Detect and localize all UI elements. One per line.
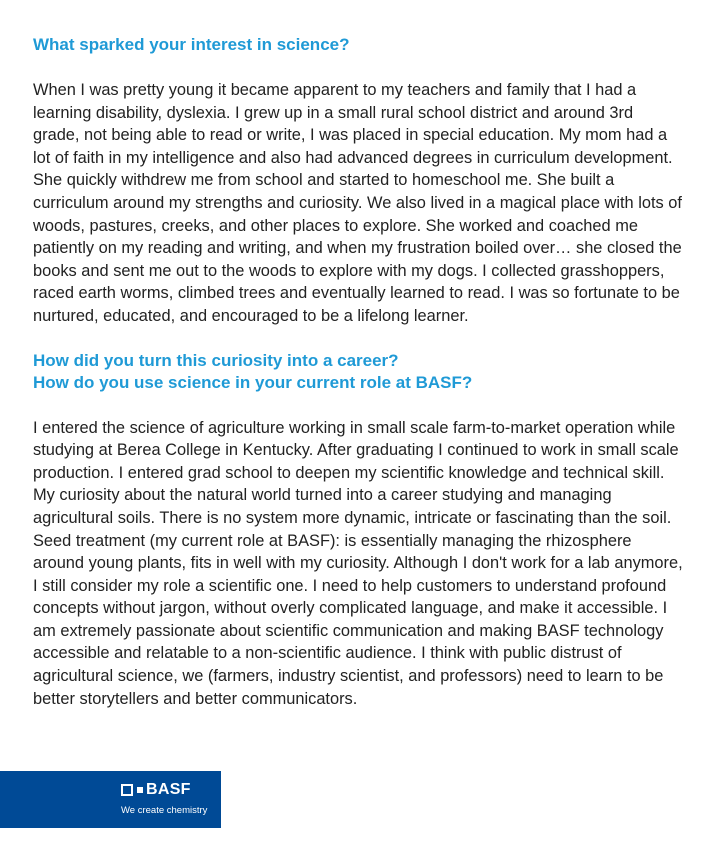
question-heading-line-2: How do you use science in your current role at BASF?	[33, 372, 473, 392]
question-heading-line-1: How did you turn this curiosity into a career?	[33, 350, 399, 370]
basf-square-icon	[121, 784, 133, 796]
article-body	[33, 34, 683, 710]
basf-logo-text: BASF	[146, 781, 191, 798]
basf-logo	[121, 782, 191, 798]
question-heading: What sparked your interest in science?	[33, 35, 350, 54]
answer-paragraph: When I was pretty young it became apparent to my teachers and family that I had a learning disability, dyslexia. I grew up in a small rural school district and around 3rd grade, not being able to read or write, I was placed in special education. My mom had a lot of faith in my intelligence and also had advanced degrees in curriculum development. She quickly withdrew me from school and started to homeschool me. She built a curriculum around my strengths and curiosity. We also lived in a magical place with lots of woods, pastures, creeks, and other places to explore. She worked and coached me patiently on my reading and writing, and when my frustration boiled over… she closed the books and sent me out to the woods to explore with my dogs. I collected grasshoppers, raced earth worms, climbed trees and eventually learned to read. I was so fortunate to be nurtured, educated, and encouraged to be a lifelong learner.	[33, 81, 682, 325]
tagline: We create chemistry	[121, 805, 208, 816]
answer-paragraph: I entered the science of agriculture working in small scale farm-to-market operation while studying at Berea College in Kentucky. After graduating I continued to work in small scale production. I entered grad school to deepen my scientific knowledge and technical skill. My curiosity about the natural world turned into a career studying and managing agricultural soils. There is no system more dynamic, intricate or fascinating than the soil. Seed treatment (my current role at BASF): is essentially managing the rhizosphere around young plants, fits in well with my curiosity. Although I don't work for a lab anymore, I still consider my role a scientific one. I need to help customers to understand profound concepts without jargon, without overly complicated language, and make it accessible. I am extremely passionate about scientific communication and making BASF technology accessible and relatable to a non-scientific audience. I think with public distrust of agricultural science, we (farmers, industry scientist, and professors) need to learn to be better storytellers and better communicators.	[33, 418, 683, 708]
basf-footer-banner	[0, 771, 221, 828]
basf-dash-icon	[137, 787, 143, 793]
